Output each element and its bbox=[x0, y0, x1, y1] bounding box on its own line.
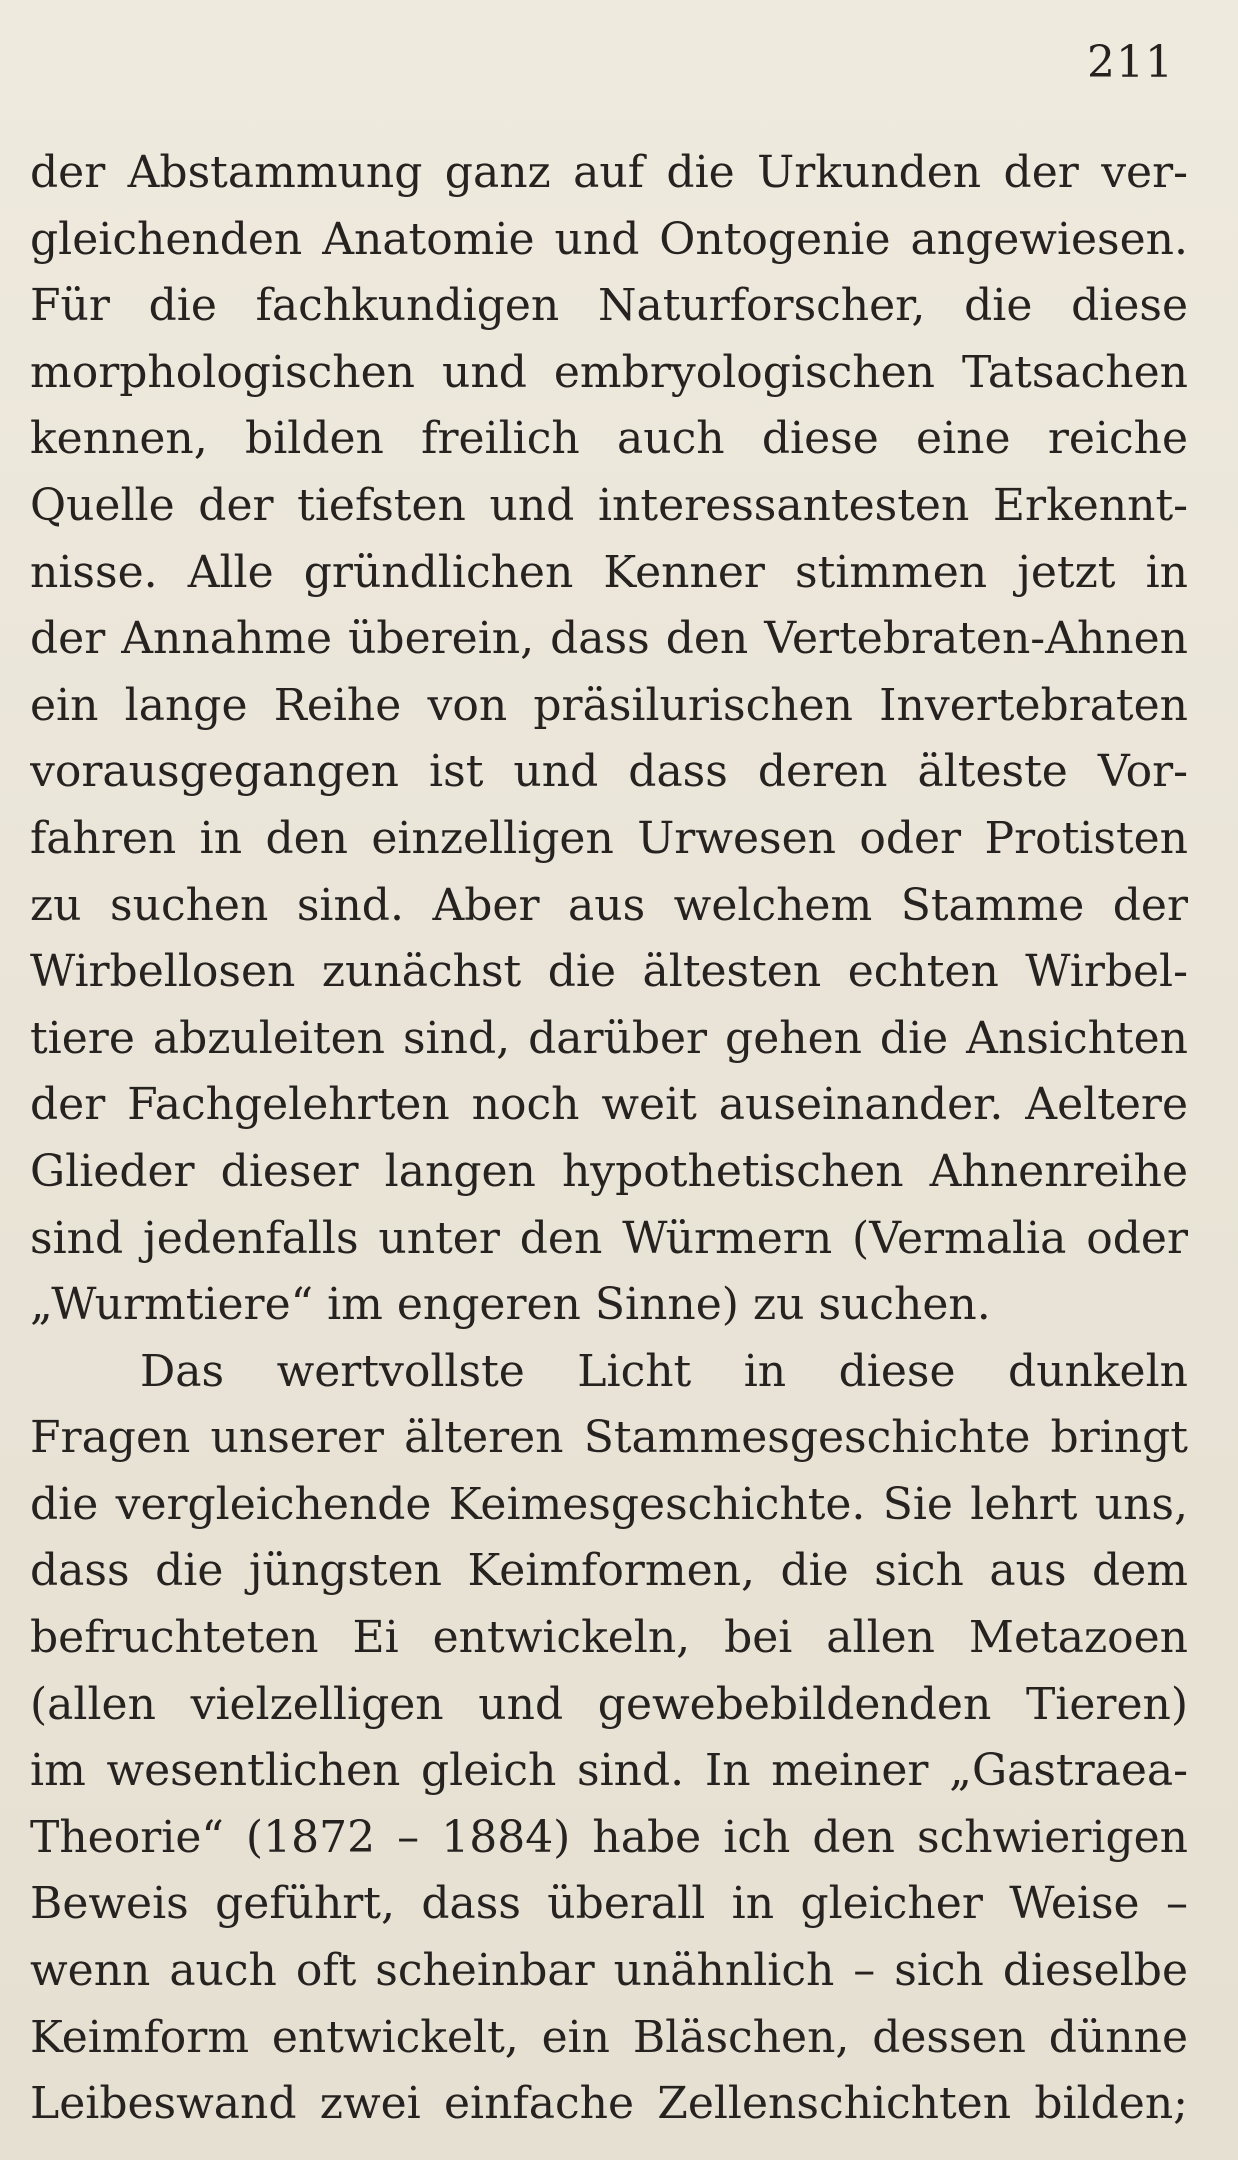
text-line: „Wurmtiere“ im engeren Sinne) zu suchen. bbox=[30, 1279, 991, 1331]
page-number: 211 bbox=[1087, 37, 1174, 88]
text-line: im wesentlichen gleich sind. In meiner „Gastraea- bbox=[30, 1745, 1188, 1797]
text-line: (allen vielzelligen und gewebebildenden Tieren) bbox=[30, 1678, 1188, 1730]
text-line: vorausgegangen ist und dass deren älteste Vor- bbox=[30, 746, 1188, 798]
body-text bbox=[30, 140, 1188, 2138]
text-line: kennen, bilden freilich auch diese eine reiche bbox=[30, 413, 1188, 465]
text-line: morphologischen und embryologischen Tatsachen bbox=[30, 346, 1188, 398]
text-line: ein lange Reihe von präsilurischen Invertebraten bbox=[30, 679, 1188, 731]
text-line: befruchteten Ei entwickeln, bei allen Metazoen bbox=[30, 1612, 1188, 1664]
text-line: Wirbellosen zunächst die ältesten echten Wirbel- bbox=[30, 946, 1188, 998]
text-line: wenn auch oft scheinbar unähnlich – sich dieselbe bbox=[30, 1945, 1188, 1997]
text-line: die vergleichende Keimesgeschichte. Sie lehrt uns, bbox=[30, 1478, 1188, 1530]
text-line: der Fachgelehrten noch weit auseinander. Aeltere bbox=[30, 1079, 1188, 1131]
paragraph-1 bbox=[30, 140, 1188, 1339]
text-line: dass die jüngsten Keimformen, die sich aus dem bbox=[30, 1545, 1188, 1597]
text-line: der Annahme überein, dass den Vertebraten-Ahnen bbox=[30, 613, 1188, 665]
text-line: tiere abzuleiten sind, darüber gehen die Ansichten bbox=[30, 1012, 1188, 1064]
text-line: Glieder dieser langen hypothetischen Ahnenreihe bbox=[30, 1145, 1188, 1197]
text-line: gleichenden Anatomie und Ontogenie angewiesen. bbox=[30, 213, 1188, 265]
text-line: Das wertvollste Licht in diese dunkeln bbox=[140, 1345, 1188, 1397]
paragraph-2 bbox=[30, 1339, 1188, 2138]
text-line: Theorie“ (1872 – 1884) habe ich den schwierigen bbox=[30, 1811, 1188, 1863]
text-line: fahren in den einzelligen Urwesen oder Protisten bbox=[30, 812, 1188, 864]
text-line: Leibeswand zwei einfache Zellenschichten bilden; bbox=[30, 2078, 1188, 2130]
text-line: Fragen unserer älteren Stammesgeschichte bringt bbox=[30, 1412, 1188, 1464]
text-line: Quelle der tiefsten und interessantesten Erkennt- bbox=[30, 479, 1188, 531]
text-line: zu suchen sind. Aber aus welchem Stamme der bbox=[30, 879, 1188, 931]
text-line: Keimform entwickelt, ein Bläschen, dessen dünne bbox=[30, 2011, 1188, 2063]
text-line: der Abstammung ganz auf die Urkunden der ver- bbox=[30, 147, 1188, 198]
text-line: sind jedenfalls unter den Würmern (Vermalia oder bbox=[30, 1212, 1188, 1264]
text-line: Für die fachkundigen Naturforscher, die diese bbox=[30, 280, 1188, 332]
text-line: nisse. Alle gründlichen Kenner stimmen jetzt in bbox=[30, 546, 1188, 598]
text-line: Beweis geführt, dass überall in gleicher Weise – bbox=[30, 1878, 1188, 1930]
